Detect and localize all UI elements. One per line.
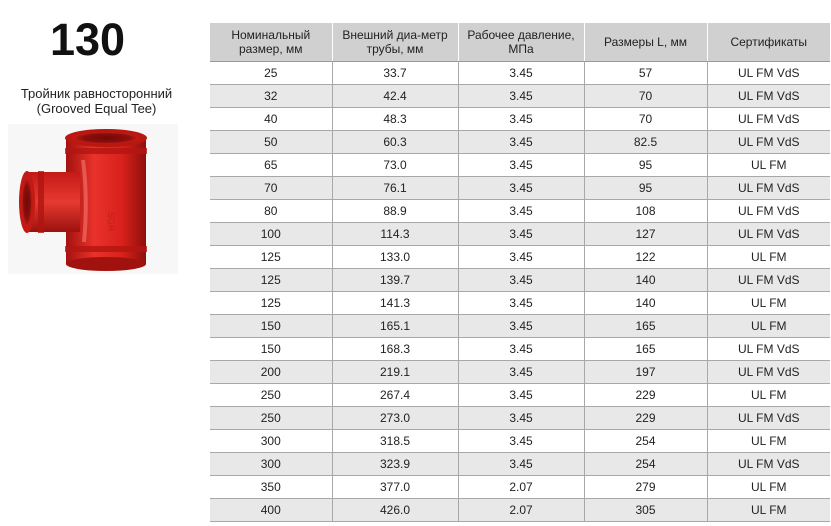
cell-certificates: UL FM VdS <box>707 177 830 200</box>
header-nominal-size: Номинальный размер, мм <box>210 23 332 62</box>
cell-dimension-l: 254 <box>584 430 707 453</box>
cell-outer-diameter: 88.9 <box>332 200 458 223</box>
table-row <box>210 361 830 384</box>
cell-certificates: UL FM VdS <box>707 223 830 246</box>
table-row <box>210 407 830 430</box>
cell-outer-diameter: 73.0 <box>332 154 458 177</box>
cell-dimension-l: 70 <box>584 108 707 131</box>
table-row <box>210 269 830 292</box>
cell-dimension-l: 82.5 <box>584 131 707 154</box>
cell-certificates: UL FM <box>707 384 830 407</box>
table-row <box>210 246 830 269</box>
cell-outer-diameter: 168.3 <box>332 338 458 361</box>
cell-dimension-l: 108 <box>584 200 707 223</box>
cell-working-pressure: 3.45 <box>458 177 584 200</box>
cell-outer-diameter: 139.7 <box>332 269 458 292</box>
cell-outer-diameter: 48.3 <box>332 108 458 131</box>
svg-text:SGR: SGR <box>106 212 116 232</box>
cell-working-pressure: 3.45 <box>458 154 584 177</box>
cell-dimension-l: 165 <box>584 338 707 361</box>
cell-nominal-size: 400 <box>210 499 332 522</box>
cell-certificates: UL FM VdS <box>707 85 830 108</box>
cell-certificates: UL FM VdS <box>707 338 830 361</box>
table-row <box>210 476 830 499</box>
cell-outer-diameter: 267.4 <box>332 384 458 407</box>
table-row <box>210 223 830 246</box>
specifications-table <box>210 23 830 522</box>
cell-dimension-l: 165 <box>584 315 707 338</box>
table-row <box>210 499 830 522</box>
cell-nominal-size: 250 <box>210 407 332 430</box>
header-certificates: Сертификаты <box>707 23 830 62</box>
cell-dimension-l: 57 <box>584 62 707 85</box>
cell-dimension-l: 254 <box>584 453 707 476</box>
cell-working-pressure: 3.45 <box>458 384 584 407</box>
cell-outer-diameter: 377.0 <box>332 476 458 499</box>
cell-outer-diameter: 219.1 <box>332 361 458 384</box>
cell-nominal-size: 150 <box>210 315 332 338</box>
table-row <box>210 85 830 108</box>
cell-dimension-l: 70 <box>584 85 707 108</box>
cell-outer-diameter: 114.3 <box>332 223 458 246</box>
cell-working-pressure: 3.45 <box>458 315 584 338</box>
cell-nominal-size: 100 <box>210 223 332 246</box>
cell-certificates: UL FM VdS <box>707 407 830 430</box>
cell-dimension-l: 229 <box>584 384 707 407</box>
header-working-pressure: Рабочее давление, МПа <box>458 23 584 62</box>
cell-working-pressure: 3.45 <box>458 246 584 269</box>
product-name-en: (Grooved Equal Tee) <box>36 101 157 116</box>
cell-working-pressure: 3.45 <box>458 407 584 430</box>
cell-dimension-l: 197 <box>584 361 707 384</box>
cell-outer-diameter: 323.9 <box>332 453 458 476</box>
cell-certificates: UL FM <box>707 315 830 338</box>
cell-dimension-l: 229 <box>584 407 707 430</box>
table-row <box>210 384 830 407</box>
table-row <box>210 315 830 338</box>
table-row <box>210 177 830 200</box>
cell-nominal-size: 40 <box>210 108 332 131</box>
cell-working-pressure: 3.45 <box>458 108 584 131</box>
table-row <box>210 338 830 361</box>
cell-nominal-size: 300 <box>210 453 332 476</box>
cell-nominal-size: 125 <box>210 269 332 292</box>
cell-certificates: UL FM <box>707 430 830 453</box>
cell-dimension-l: 140 <box>584 292 707 315</box>
cell-outer-diameter: 141.3 <box>332 292 458 315</box>
cell-certificates: UL FM <box>707 154 830 177</box>
table-header-row <box>210 23 830 62</box>
cell-working-pressure: 3.45 <box>458 292 584 315</box>
cell-working-pressure: 3.45 <box>458 62 584 85</box>
cell-nominal-size: 125 <box>210 246 332 269</box>
cell-certificates: UL FM VdS <box>707 269 830 292</box>
cell-certificates: UL FM VdS <box>707 108 830 131</box>
product-name <box>0 86 205 116</box>
cell-dimension-l: 140 <box>584 269 707 292</box>
cell-working-pressure: 3.45 <box>458 361 584 384</box>
table-row <box>210 292 830 315</box>
cell-outer-diameter: 426.0 <box>332 499 458 522</box>
cell-nominal-size: 125 <box>210 292 332 315</box>
cell-nominal-size: 80 <box>210 200 332 223</box>
cell-nominal-size: 300 <box>210 430 332 453</box>
cell-nominal-size: 200 <box>210 361 332 384</box>
cell-working-pressure: 3.45 <box>458 200 584 223</box>
cell-working-pressure: 3.45 <box>458 338 584 361</box>
header-dimension-l: Размеры L, мм <box>584 23 707 62</box>
cell-dimension-l: 305 <box>584 499 707 522</box>
cell-working-pressure: 3.45 <box>458 223 584 246</box>
table-row <box>210 62 830 85</box>
cell-working-pressure: 3.45 <box>458 269 584 292</box>
cell-outer-diameter: 60.3 <box>332 131 458 154</box>
cell-certificates: UL FM VdS <box>707 361 830 384</box>
header-outer-diameter: Внешний диа-метр трубы, мм <box>332 23 458 62</box>
table-row <box>210 108 830 131</box>
cell-dimension-l: 122 <box>584 246 707 269</box>
cell-nominal-size: 25 <box>210 62 332 85</box>
cell-nominal-size: 65 <box>210 154 332 177</box>
product-panel <box>0 0 205 526</box>
cell-working-pressure: 3.45 <box>458 131 584 154</box>
cell-certificates: UL FM <box>707 476 830 499</box>
cell-dimension-l: 279 <box>584 476 707 499</box>
product-name-ru: Тройник равносторонний <box>20 86 173 101</box>
table-row <box>210 154 830 177</box>
cell-certificates: UL FM VdS <box>707 62 830 85</box>
cell-certificates: UL FM <box>707 246 830 269</box>
cell-working-pressure: 3.45 <box>458 85 584 108</box>
cell-certificates: UL FM VdS <box>707 131 830 154</box>
cell-nominal-size: 150 <box>210 338 332 361</box>
cell-outer-diameter: 273.0 <box>332 407 458 430</box>
cell-certificates: UL FM VdS <box>707 200 830 223</box>
table-row <box>210 453 830 476</box>
cell-certificates: UL FM VdS <box>707 453 830 476</box>
product-number: 130 <box>49 14 126 65</box>
red-grooved-tee-image <box>8 124 178 274</box>
cell-working-pressure: 3.45 <box>458 430 584 453</box>
cell-nominal-size: 350 <box>210 476 332 499</box>
cell-working-pressure: 2.07 <box>458 476 584 499</box>
cell-nominal-size: 70 <box>210 177 332 200</box>
cell-certificates: UL FM <box>707 499 830 522</box>
cell-nominal-size: 50 <box>210 131 332 154</box>
cell-outer-diameter: 42.4 <box>332 85 458 108</box>
table-row <box>210 430 830 453</box>
cell-nominal-size: 250 <box>210 384 332 407</box>
cell-outer-diameter: 318.5 <box>332 430 458 453</box>
cell-outer-diameter: 33.7 <box>332 62 458 85</box>
cell-dimension-l: 95 <box>584 154 707 177</box>
cell-outer-diameter: 165.1 <box>332 315 458 338</box>
cell-dimension-l: 127 <box>584 223 707 246</box>
cell-outer-diameter: 76.1 <box>332 177 458 200</box>
cell-working-pressure: 2.07 <box>458 499 584 522</box>
cell-dimension-l: 95 <box>584 177 707 200</box>
cell-certificates: UL FM <box>707 292 830 315</box>
cell-outer-diameter: 133.0 <box>332 246 458 269</box>
cell-nominal-size: 32 <box>210 85 332 108</box>
cell-working-pressure: 3.45 <box>458 453 584 476</box>
table-row <box>210 131 830 154</box>
table-row <box>210 200 830 223</box>
